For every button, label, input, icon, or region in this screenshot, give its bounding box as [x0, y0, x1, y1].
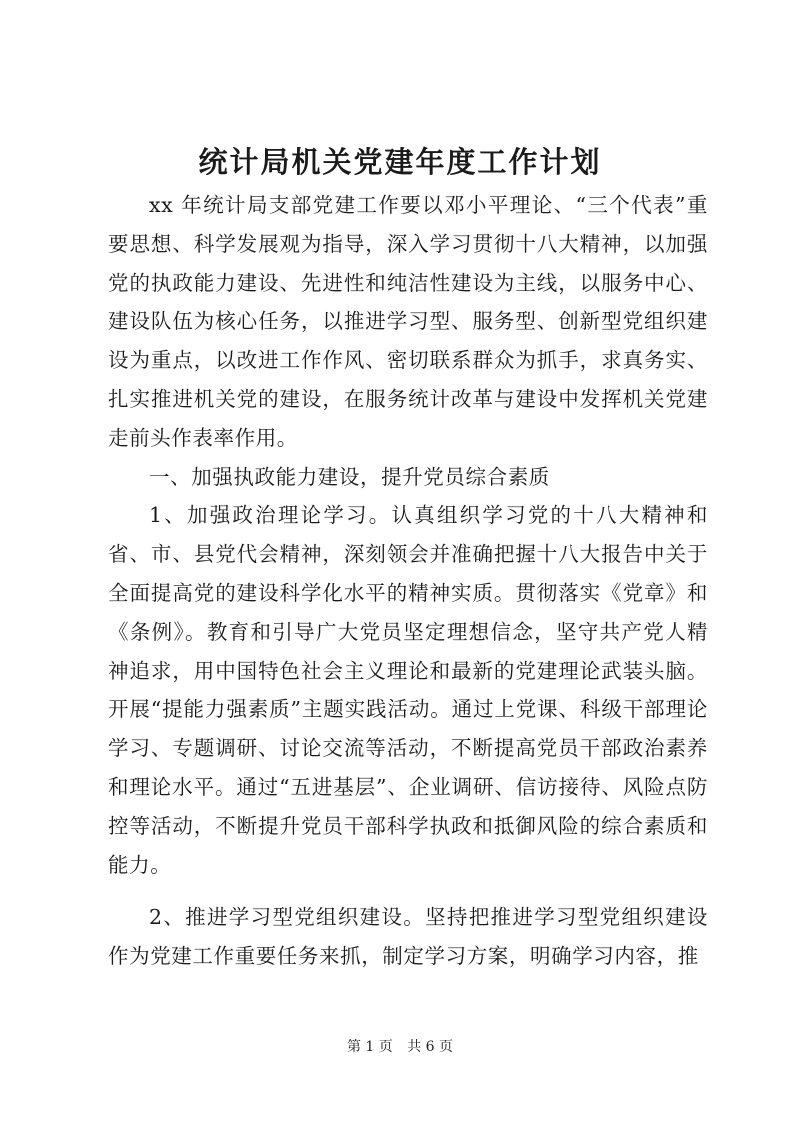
document-title: 统计局机关党建年度工作计划	[198, 145, 602, 179]
page-footer	[0, 1037, 800, 1057]
section-heading-1: 一、加强执政能力建设，提升党员综合素质	[149, 464, 550, 489]
item-paragraph-1: 1、加强政治理论学习。认真组织学习党的十八大精神和省、市、县党代会精神，深刻领会并准确把握十八大报告中关于全面提高党的建设科学化水平的精神实质。贯彻落实《党章》和《条例》。教育和引导广大党员坚定理想信念，坚守共产党人精神追求，用中国特色社会主义理论和最新的党建理论武装头脑。开展“提能力强素质”主题实践活动。通过上党课、科级干部理论学习、专题调研、讨论交流等活动，不断提高党员干部政治素养和理论水平。通过“五进基层”、企业调研、信访接待、风险点防控等活动，不断提升党员干部科学执政和抵御风险的综合素质和能力。	[108, 503, 708, 877]
page-number: 第 1 页	[346, 1039, 393, 1055]
page-total: 共 6 页	[407, 1039, 454, 1055]
intro-paragraph: xx 年统计局支部党建工作要以邓小平理论、“三个代表”重要思想、科学发展观为指导，深入学习贯彻十八大精神，以加强党的执政能力建设、先进性和纯洁性建设为主线，以服务中心、建设队伍为核心任务，以推进学习型、服务型、创新型党组织建设为重点，以改进工作作风、密切联系群众为抓手，求真务实、扎实推进机关党的建设，在服务统计改革与建设中发挥机关党建走前头作表率作用。	[108, 193, 708, 450]
document-body	[108, 186, 708, 976]
item-paragraph-2: 2、推进学习型党组织建设。坚持把推进学习型党组织建设作为党建工作重要任务来抓，制定学习方案，明确学习内容，推	[108, 905, 708, 969]
